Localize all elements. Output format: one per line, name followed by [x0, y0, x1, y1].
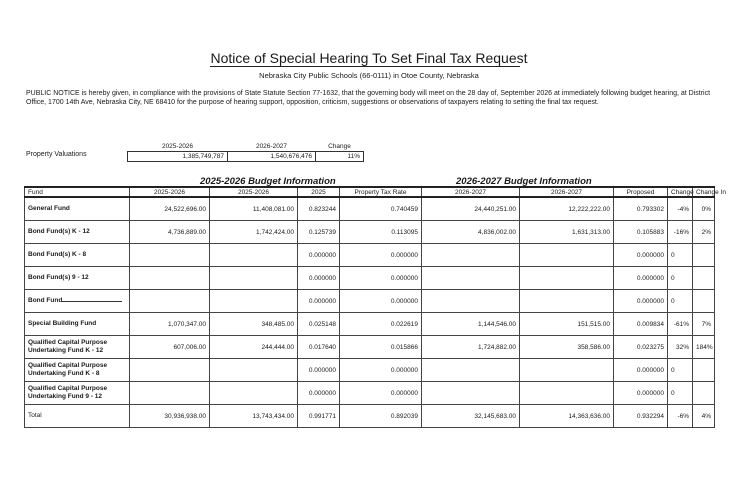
- public-notice-text: PUBLIC NOTICE is hereby given, in compliance with the provisions of State Statute Section 77-1632, that the governing body will meet on the 28 day of, September 2026 at immediately following budget hearing, at District Office, 1700 14th Ave, Nebraska City, NE 68410 for the purpose of hearing support, opposition, criticism, suggestions or observations of taxpayers relating to setting the final tax request.: [26, 90, 711, 107]
- cell-property-tax-rate: 0.000000: [340, 382, 422, 405]
- cell-2026-tax-request: 358,586.00: [520, 336, 614, 359]
- cell-property-tax-rate: 0.022619: [340, 313, 422, 336]
- cell-2026-budget: [422, 359, 520, 382]
- cell-proposed: 0.000000: [614, 267, 668, 290]
- cell-change: 0: [668, 290, 693, 313]
- cell-proposed: 0.932294: [614, 405, 668, 428]
- cell-2025-budget: [130, 267, 210, 290]
- cell-2025-budget: 4,736,889.00: [130, 221, 210, 244]
- cell-2025-budget: [130, 244, 210, 267]
- cell-change: 0: [668, 244, 693, 267]
- cell-property-tax-rate: 0.000000: [340, 290, 422, 313]
- cell-change-in: 0%: [693, 197, 715, 221]
- cell-2025-tax-request: [210, 382, 298, 405]
- cell-proposed: 0.793302: [614, 197, 668, 221]
- cell-proposed: 0.105883: [614, 221, 668, 244]
- cell-change: 0: [668, 382, 693, 405]
- col-2025-rate: 2025: [298, 187, 340, 197]
- cell-change: -61%: [668, 313, 693, 336]
- valuation-header-change: Change: [328, 143, 351, 150]
- cell-2026-budget: 1,724,882.00: [422, 336, 520, 359]
- col-2026-budget: 2026-2027: [422, 187, 520, 197]
- cell-2025-budget: 24,522,696.00: [130, 197, 210, 221]
- cell-2025-tax-request: [210, 267, 298, 290]
- cell-2026-budget: [422, 382, 520, 405]
- cell-2025-budget: [130, 290, 210, 313]
- cell-change: 32%: [668, 336, 693, 359]
- table-row: [25, 313, 715, 336]
- cell-2026-budget: [422, 290, 520, 313]
- table-row: [25, 290, 715, 313]
- valuation-header-2025: 2025-2026: [161, 143, 194, 150]
- cell-2025-tax-request: 13,743,434.00: [210, 405, 298, 428]
- table-row: [25, 221, 715, 244]
- fund-name: Bond Fund(s) 9 - 12: [25, 267, 130, 290]
- section-2026-budget: 2026-2027 Budget Information: [456, 176, 592, 187]
- fund-name: Qualified Capital Purpose Undertaking Fund K - 8: [25, 359, 130, 382]
- cell-change-in: 2%: [693, 221, 715, 244]
- cell-2026-tax-request: 14,363,636.00: [520, 405, 614, 428]
- cell-2025-tax-request: [210, 244, 298, 267]
- cell-change-in: 184%: [693, 336, 715, 359]
- col-2025-tax-request: 2025-2026: [210, 187, 298, 197]
- cell-change-in: [693, 244, 715, 267]
- cell-proposed: 0.000000: [614, 244, 668, 267]
- cell-2025-rate: 0.025148: [298, 313, 340, 336]
- table-row: [25, 267, 715, 290]
- cell-property-tax-rate: 0.892039: [340, 405, 422, 428]
- fund-name-blank-line: [62, 301, 122, 302]
- cell-2025-rate: 0.823244: [298, 197, 340, 221]
- cell-property-tax-rate: 0.015866: [340, 336, 422, 359]
- cell-2026-tax-request: [520, 290, 614, 313]
- cell-change: -16%: [668, 221, 693, 244]
- cell-2026-tax-request: 151,515.00: [520, 313, 614, 336]
- valuation-change: 11%: [316, 152, 364, 162]
- fund-name: Special Building Fund: [25, 313, 130, 336]
- fund-name: General Fund: [25, 197, 130, 221]
- cell-proposed: 0.000000: [614, 359, 668, 382]
- cell-change: 0: [668, 267, 693, 290]
- section-2025-budget: 2025-2026 Budget Information: [200, 176, 336, 187]
- cell-2025-tax-request: 11,408,081.00: [210, 197, 298, 221]
- district-subtitle: Nebraska City Public Schools (66-0111) in Otoe County, Nebraska: [259, 71, 479, 80]
- cell-2026-tax-request: 12,222,222.00: [520, 197, 614, 221]
- cell-2025-budget: [130, 382, 210, 405]
- cell-change-in: 7%: [693, 313, 715, 336]
- notice-title: Notice of Special Hearing To Set Final Tax Request: [210, 50, 528, 66]
- cell-proposed: 0.023275: [614, 336, 668, 359]
- cell-2026-budget: [422, 244, 520, 267]
- cell-2025-rate: 0.000000: [298, 244, 340, 267]
- fund-name: Total: [25, 405, 130, 428]
- col-2025-budget: 2025-2026: [130, 187, 210, 197]
- cell-property-tax-rate: 0.113095: [340, 221, 422, 244]
- cell-2025-tax-request: 244,444.00: [210, 336, 298, 359]
- cell-2025-budget: 1,070,347.00: [130, 313, 210, 336]
- cell-change-in: [693, 382, 715, 405]
- cell-property-tax-rate: 0.000000: [340, 267, 422, 290]
- cell-property-tax-rate: 0.000000: [340, 244, 422, 267]
- cell-2025-rate: 0.000000: [298, 382, 340, 405]
- col-property-tax-rate: Property Tax Rate: [340, 187, 422, 197]
- cell-2026-tax-request: [520, 382, 614, 405]
- cell-2026-budget: 24,440,251.00: [422, 197, 520, 221]
- col-2026-tax-request: 2026-2027: [520, 187, 614, 197]
- fund-name-text: Bond Fund: [28, 297, 63, 304]
- valuation-header-2026: 2026-2027: [255, 143, 288, 150]
- table-row: [25, 359, 715, 382]
- property-valuations-label: Property Valuations: [26, 151, 87, 158]
- table-row-total: [25, 405, 715, 428]
- cell-2025-tax-request: 348,485.00: [210, 313, 298, 336]
- cell-change-in: [693, 359, 715, 382]
- table-row: [25, 197, 715, 221]
- table-row: [25, 382, 715, 405]
- cell-2025-budget: [130, 359, 210, 382]
- cell-2026-budget: 32,145,683.00: [422, 405, 520, 428]
- title-underline: [210, 66, 520, 67]
- cell-2025-tax-request: [210, 359, 298, 382]
- cell-change-in: [693, 267, 715, 290]
- cell-change: 0: [668, 359, 693, 382]
- cell-2025-tax-request: 1,742,424.00: [210, 221, 298, 244]
- valuation-2026: 1,540,676,476: [228, 152, 316, 162]
- cell-change-in: 4%: [693, 405, 715, 428]
- cell-2026-budget: 1,144,546.00: [422, 313, 520, 336]
- fund-name: Bond Fund(s) K - 8: [25, 244, 130, 267]
- cell-2026-budget: 4,836,002.00: [422, 221, 520, 244]
- cell-2025-rate: 0.991771: [298, 405, 340, 428]
- valuation-2025: 1,385,749,787: [128, 152, 228, 162]
- col-change-in: Change In: [693, 187, 715, 197]
- cell-2026-tax-request: [520, 359, 614, 382]
- cell-property-tax-rate: 0.740459: [340, 197, 422, 221]
- cell-2026-tax-request: [520, 267, 614, 290]
- cell-proposed: 0.000000: [614, 382, 668, 405]
- cell-2025-rate: 0.017640: [298, 336, 340, 359]
- cell-2026-tax-request: 1,631,313.00: [520, 221, 614, 244]
- cell-change-in: [693, 290, 715, 313]
- cell-2025-budget: 607,006.00: [130, 336, 210, 359]
- cell-proposed: 0.000000: [614, 290, 668, 313]
- fund-name: [25, 290, 130, 313]
- cell-2026-tax-request: [520, 244, 614, 267]
- cell-property-tax-rate: 0.000000: [340, 359, 422, 382]
- col-proposed: Proposed: [614, 187, 668, 197]
- cell-2025-budget: 30,936,938.00: [130, 405, 210, 428]
- cell-change: -6%: [668, 405, 693, 428]
- valuations-table: [127, 142, 364, 162]
- table-row: [25, 336, 715, 359]
- cell-2025-rate: 0.125739: [298, 221, 340, 244]
- cell-2026-budget: [422, 267, 520, 290]
- col-change: Change: [668, 187, 693, 197]
- cell-2025-tax-request: [210, 290, 298, 313]
- table-row: [25, 244, 715, 267]
- cell-change: -4%: [668, 197, 693, 221]
- cell-2025-rate: 0.000000: [298, 359, 340, 382]
- fund-name: Qualified Capital Purpose Undertaking Fund K - 12: [25, 336, 130, 359]
- budget-header-row: [25, 187, 715, 197]
- fund-name: Bond Fund(s) K - 12: [25, 221, 130, 244]
- budget-table: [24, 186, 726, 428]
- fund-name: Qualified Capital Purpose Undertaking Fund 9 - 12: [25, 382, 130, 405]
- cell-2025-rate: 0.000000: [298, 267, 340, 290]
- cell-2025-rate: 0.000000: [298, 290, 340, 313]
- cell-proposed: 0.009834: [614, 313, 668, 336]
- col-fund: Fund: [25, 187, 130, 197]
